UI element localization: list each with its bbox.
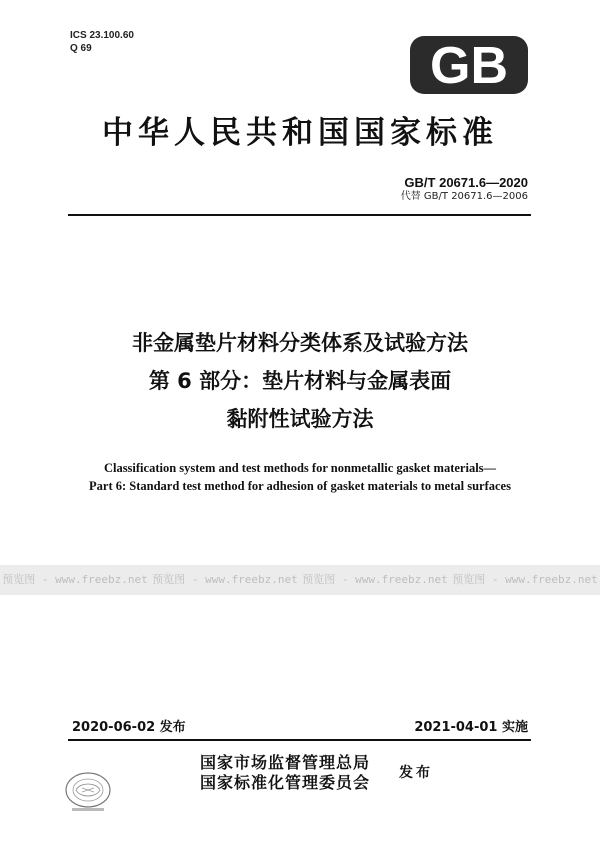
top-divider <box>68 214 531 216</box>
watermark-text: 预览图 - www.freebz.net <box>452 573 598 586</box>
implementation-date: 2021-04-01 实施 <box>414 720 528 735</box>
watermark-band <box>0 565 600 595</box>
issue-date: 2020-06-02 发布 <box>72 720 186 735</box>
chinese-title-line2: 第 6 部分：垫片材料与金属表面 <box>148 369 452 393</box>
ccs-code: Q 69 <box>70 43 92 54</box>
issuer-line1: 国家市场监督管理总局 <box>200 753 371 772</box>
english-title-line1: Classification system and test methods for nonmetallic gasket materials— <box>103 461 497 475</box>
gb-logo <box>410 36 528 94</box>
issuer-line2: 国家标准化管理委员会 <box>200 773 371 792</box>
replaces-standard: 代替 GB/T 20671.6—2006 <box>400 191 528 202</box>
watermark-text: 预览图 - www.freebz.net <box>152 573 298 586</box>
bottom-divider <box>68 739 531 741</box>
standard-number: GB/T 20671.6—2020 <box>404 175 528 190</box>
ics-code: ICS 23.100.60 <box>70 30 134 41</box>
watermark-text: 预览图 - www.freebz.net <box>302 573 448 586</box>
gb-logo-text: GB <box>430 37 508 94</box>
watermark-text: 预览图 - www.freebz.net <box>2 573 148 586</box>
standard-name: 中华人民共和国国家标准 <box>102 115 498 151</box>
chinese-title-line3: 黏附性试验方法 <box>226 407 374 431</box>
anti-counterfeit-seal-icon <box>62 768 114 814</box>
publish-label: 发布 <box>399 765 433 781</box>
chinese-title-line1: 非金属垫片材料分类体系及试验方法 <box>132 331 468 355</box>
english-title-line2: Part 6: Standard test method for adhesion of gasket materials to metal surfaces <box>89 479 511 493</box>
